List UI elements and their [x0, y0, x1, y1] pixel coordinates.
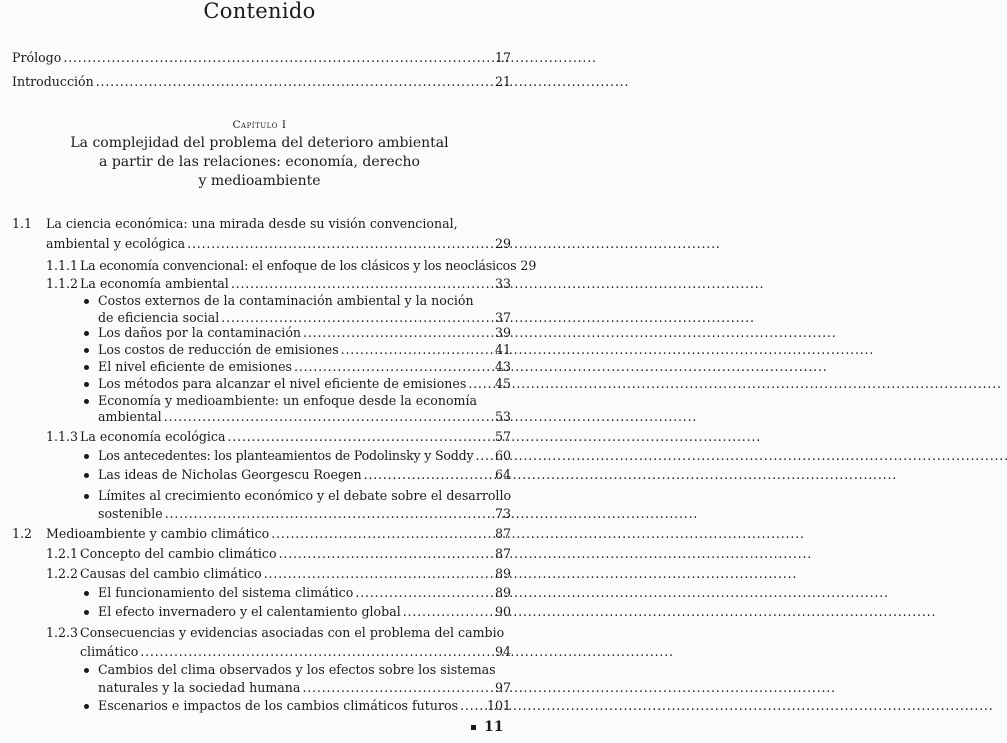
toc-entry-label: El efecto invernadero y el calentamiento global [98, 604, 401, 619]
toc-entry-1-2-1[interactable] [80, 546, 511, 562]
chapter-title-line: La complejidad del problema del deterioro ambiental [70, 135, 449, 151]
toc-entry-label: naturales y la sociedad humana [98, 680, 301, 695]
toc-entry-1-2-3[interactable] [80, 644, 511, 660]
dot-leader [302, 680, 493, 696]
dot-leader [96, 74, 493, 90]
toc-entry-escenarios[interactable] [98, 698, 511, 714]
toc-page-number: 73 [494, 506, 511, 521]
toc-entry-label: Los antecedentes: los planteamientos de Podolinsky y Soddy [98, 448, 474, 463]
toc-page-number: 89 [494, 585, 511, 600]
toc-entry-label: sostenible [98, 506, 163, 521]
dot-leader [271, 526, 493, 542]
toc-page-number: 97 [494, 680, 511, 695]
section-number: 1.1 [12, 216, 33, 231]
toc-entry-funcionamiento[interactable] [98, 585, 511, 601]
toc-entry-cambios-clima[interactable] [98, 680, 511, 696]
dot-leader [187, 236, 493, 252]
dot-leader [164, 409, 493, 425]
dot-leader [364, 467, 493, 483]
toc-entry-1-1-1[interactable] [80, 258, 537, 274]
toc-page-number: 39 [494, 325, 511, 340]
section-number: 1.2.2 [46, 566, 79, 581]
section-number: 1.1.2 [46, 276, 79, 291]
toc-entry-introduccion[interactable] [12, 74, 511, 90]
toc-entry-label: Escenarios e impactos de los cambios climáticos futuros [98, 698, 459, 713]
toc-entry-label: de eficiencia social [98, 310, 220, 325]
section-number: 1.2.3 [46, 625, 79, 640]
toc-entry-label: Medioambiente y cambio climático [46, 526, 270, 541]
dot-leader [303, 325, 493, 341]
chapter-title-line: a partir de las relaciones: economía, derecho [99, 154, 420, 170]
bullet-icon [84, 348, 89, 353]
toc-entry-label: La ciencia económica: una mirada desde su visión convencional, [46, 216, 458, 231]
dot-leader [165, 506, 493, 522]
toc-page-number: 21 [494, 74, 511, 89]
toc-page-number: 57 [494, 429, 511, 444]
toc-entry-1-1[interactable] [46, 236, 511, 252]
toc-entry-label: La economía ecológica [80, 429, 226, 444]
toc-entry-nivel-eficiente[interactable] [98, 359, 511, 375]
toc-page-number: 90 [494, 604, 511, 619]
toc-page-number: 101 [486, 698, 511, 713]
toc-entry-label: Cambios del clima observados y los efectos sobre los sistemas [98, 662, 496, 677]
toc-entry-antecedentes[interactable] [98, 448, 511, 464]
toc-page-number: 89 [494, 566, 511, 581]
bullet-icon [84, 668, 89, 673]
dot-leader [231, 276, 493, 292]
toc-entry-label: El funcionamiento del sistema climático [98, 585, 354, 600]
bullet-icon [84, 494, 89, 499]
toc-entry-danos[interactable] [98, 325, 511, 341]
dot-leader [341, 342, 493, 358]
bullet-icon [84, 299, 89, 304]
toc-entry-label: El nivel eficiente de emisiones [98, 359, 293, 374]
toc-entry-label: Consecuencias y evidencias asociadas con el problema del cambio [80, 625, 505, 640]
dot-leader [294, 359, 493, 375]
chapter-label: Capítulo I [232, 119, 287, 131]
toc-page-number: 41 [494, 342, 511, 357]
section-number: 1.2.1 [46, 546, 79, 561]
toc-entry-georgescu[interactable] [98, 467, 511, 483]
toc-entry-label: La economía convencional: el enfoque de los clásicos y los neoclásicos [80, 258, 517, 273]
bullet-icon [84, 365, 89, 370]
dot-leader [355, 585, 493, 601]
toc-entry-metodos[interactable] [98, 376, 511, 392]
toc-page-number: 45 [494, 376, 511, 391]
toc-entry-limites[interactable] [98, 506, 511, 522]
toc-entry-1-2[interactable] [46, 526, 511, 542]
bullet-icon [84, 591, 89, 596]
dot-leader [264, 566, 493, 582]
toc-entry-label: Límites al crecimiento económico y el debate sobre el desarrollo [98, 488, 512, 503]
dot-leader [221, 310, 493, 326]
bullet-icon [84, 399, 89, 404]
toc-page-number: 94 [494, 644, 511, 659]
bullet-icon [84, 331, 89, 336]
toc-entry-costos-externos[interactable] [98, 310, 511, 326]
toc-page-number: 53 [494, 409, 511, 424]
toc-entry-label: Concepto del cambio climático [80, 546, 277, 561]
toc-entry-efecto-invernadero[interactable] [98, 604, 511, 620]
dot-leader [140, 644, 493, 660]
toc-page-number: 87 [494, 526, 511, 541]
toc-page-number: 43 [494, 359, 511, 374]
section-number: 1.1.3 [46, 429, 79, 444]
toc-entry-1-1-3[interactable] [80, 429, 511, 445]
chapter-title-line: y medioambiente [198, 173, 321, 189]
section-number: 1.1.1 [46, 258, 79, 273]
page-number-footer [471, 719, 503, 735]
section-number: 1.2 [12, 526, 33, 541]
toc-page-number: 29 [520, 258, 537, 273]
toc-entry-label: Prólogo [12, 50, 62, 65]
dot-leader [468, 376, 493, 392]
toc-entry-label: Los métodos para alcanzar el nivel eficiente de emisiones [98, 376, 467, 391]
toc-page-number: 33 [494, 276, 511, 291]
toc-entry-economia-medioambiente[interactable] [98, 409, 511, 425]
toc-entry-label: Economía y medioambiente: un enfoque desde la economía [98, 393, 478, 408]
toc-entry-1-2-2[interactable] [80, 566, 511, 582]
toc-entry-label: Causas del cambio climático [80, 566, 262, 581]
square-bullet-icon [471, 725, 476, 730]
dot-leader [403, 604, 493, 620]
toc-entry-label: Las ideas de Nicholas Georgescu Roegen [98, 467, 362, 482]
dot-leader [460, 698, 485, 714]
toc-page-number: 87 [494, 546, 511, 561]
toc-entry-label: climático [80, 644, 139, 659]
bullet-icon [84, 382, 89, 387]
toc-entry-label: ambiental y ecológica [46, 236, 186, 251]
toc-entry-label: Los daños por la contaminación [98, 325, 302, 340]
toc-page-number: 17 [494, 50, 511, 65]
dot-leader [475, 448, 493, 464]
dot-leader [63, 50, 493, 66]
toc-page-number: 60 [494, 448, 511, 463]
toc-entry-1-1-2[interactable] [80, 276, 511, 292]
toc-entry-label: La economía ambiental [80, 276, 229, 291]
dot-leader [228, 429, 493, 445]
bullet-icon [84, 454, 89, 459]
toc-entry-label: ambiental [98, 409, 162, 424]
toc-entry-prologo[interactable] [12, 50, 511, 66]
toc-entry-label: Costos externos de la contaminación ambiental y la noción [98, 293, 474, 308]
toc-entry-label: Introducción [12, 74, 94, 89]
bullet-icon [84, 704, 89, 709]
page-title: Contenido [203, 0, 316, 23]
dot-leader [279, 546, 493, 562]
toc-page-number: 64 [494, 467, 511, 482]
bullet-icon [84, 473, 89, 478]
toc-page-number: 29 [494, 236, 511, 251]
folio-number: 11 [484, 719, 504, 735]
toc-page-number: 37 [494, 310, 511, 325]
toc-entry-costos-reduccion[interactable] [98, 342, 511, 358]
toc-entry-label: Los costos de reducción de emisiones [98, 342, 339, 357]
bullet-icon [84, 610, 89, 615]
